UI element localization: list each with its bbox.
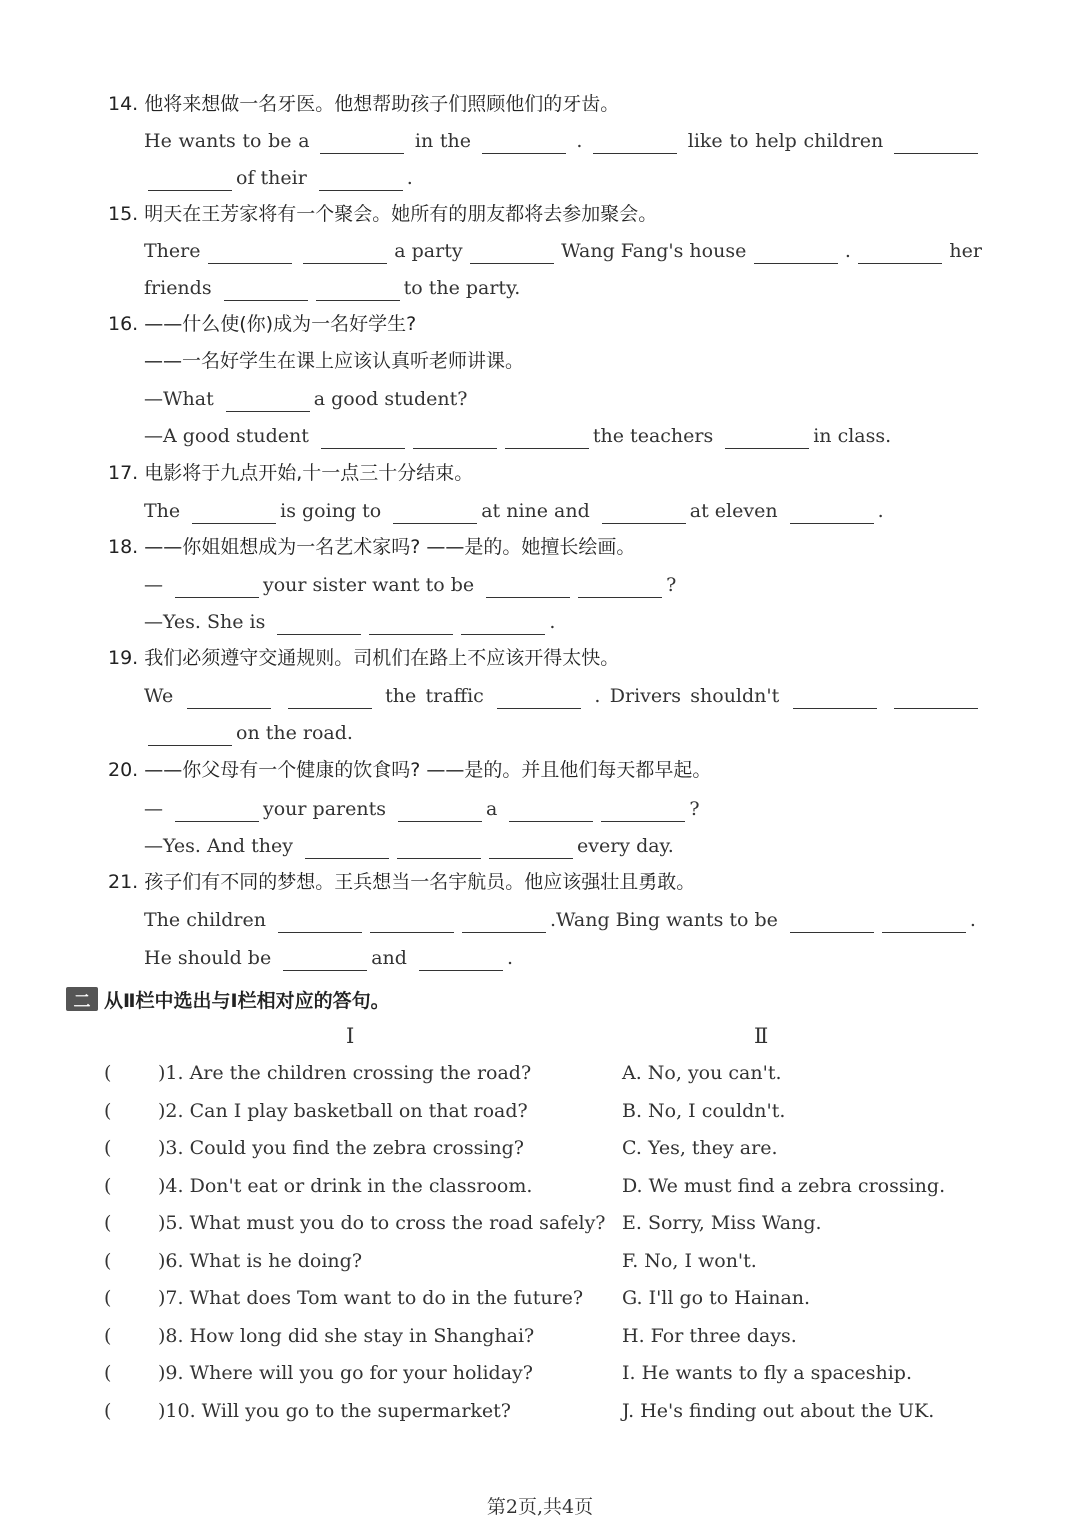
q21-chinese: 21. 孩子们有不同的梦想。王兵想当一名宇航员。他应该强壮且勇敢。	[108, 871, 696, 893]
answer-bracket[interactable]: (	[104, 1324, 112, 1347]
answer-blank[interactable]	[192, 505, 276, 524]
matching-row	[0, 1212, 1080, 1242]
answer-option: G. I'll go to Hainan.	[622, 1287, 811, 1309]
answer-blank[interactable]	[593, 135, 677, 154]
question-text: )9. Where will you go for your holiday?	[158, 1362, 533, 1384]
matching-row	[0, 1400, 1080, 1430]
sentence-text: —Yes. And they	[144, 835, 293, 857]
answer-blank[interactable]	[790, 505, 874, 524]
answer-bracket[interactable]: (	[104, 1362, 112, 1384]
answer-blank[interactable]	[277, 616, 361, 635]
sentence-text: .	[549, 611, 556, 633]
sentence-text: traffic	[425, 685, 484, 707]
answer-blank[interactable]	[303, 245, 387, 264]
question-text: )6. What is he doing?	[158, 1249, 362, 1272]
sentence-text: .	[844, 240, 851, 262]
answer-option: B. No, I couldn't.	[622, 1099, 786, 1122]
section-title: 从Ⅱ栏中选出与Ⅰ栏相对应的答句。	[104, 989, 390, 1012]
q17-line1	[144, 498, 982, 524]
sentence-text: wants	[178, 130, 236, 152]
answer-blank[interactable]	[393, 505, 477, 524]
sentence-text: —A good student	[144, 425, 309, 447]
sentence-text: .	[969, 909, 976, 931]
sentence-text: shouldn't	[690, 685, 780, 707]
matching-row	[0, 1175, 1080, 1205]
sentence-text: like	[687, 130, 723, 152]
sentence-text: —	[144, 574, 163, 596]
sentence-text: —	[144, 798, 163, 820]
matching-row	[0, 1325, 1080, 1355]
answer-blank[interactable]	[187, 690, 271, 709]
sentence-text: to	[729, 130, 749, 152]
answer-blank[interactable]	[482, 135, 566, 154]
answer-blank[interactable]	[413, 430, 497, 449]
sentence-text: a good student?	[313, 388, 468, 410]
answer-blank[interactable]	[224, 282, 308, 301]
sentence-text: He should be	[144, 947, 272, 969]
q15-line1	[144, 238, 982, 264]
q15-line2	[144, 275, 982, 301]
question-text: )5. What must you do to cross the road safely?	[158, 1212, 606, 1234]
sentence-text: .	[406, 167, 413, 189]
q15-chinese: 15. 明天在王芳家将有一个聚会。她所有的朋友都将去参加聚会。	[108, 203, 658, 225]
sentence-text: .	[594, 685, 601, 707]
q14-line1	[144, 128, 982, 154]
answer-blank[interactable]	[316, 282, 400, 301]
answer-blank[interactable]	[793, 690, 877, 709]
answer-blank[interactable]	[419, 952, 503, 971]
q19-line1	[144, 683, 982, 709]
answer-blank[interactable]	[497, 690, 581, 709]
answer-blank[interactable]	[505, 430, 589, 449]
sentence-text: your sister want to be	[263, 574, 475, 596]
answer-blank[interactable]	[369, 616, 453, 635]
sentence-text: There	[144, 240, 201, 262]
answer-bracket[interactable]: (	[104, 1062, 112, 1084]
question-text: )1. Are the children crossing the road?	[158, 1062, 532, 1084]
sentence-text: —Yes. She is	[144, 611, 266, 633]
answer-blank[interactable]	[305, 840, 389, 859]
matching-row	[0, 1362, 1080, 1392]
q20-line1	[144, 796, 982, 822]
question-text: )3. Could you find the zebra crossing?	[158, 1137, 524, 1159]
answer-blank[interactable]	[319, 172, 403, 191]
sentence-text: to the party.	[403, 277, 521, 299]
answer-blank[interactable]	[320, 135, 404, 154]
sentence-text: .	[549, 909, 556, 931]
answer-option: H. For three days.	[622, 1324, 797, 1347]
sentence-text: in	[414, 130, 434, 152]
question-text: )2. Can I play basketball on that road?	[158, 1099, 528, 1122]
sentence-text: her	[949, 240, 982, 262]
answer-blank[interactable]	[175, 579, 259, 598]
q17-chinese: 17. 电影将于九点开始,十一点三十分结束。	[108, 462, 474, 484]
q19-line2	[144, 720, 982, 746]
answer-blank[interactable]	[754, 245, 838, 264]
answer-option: A. No, you can't.	[622, 1062, 782, 1084]
answer-option: E. Sorry, Miss Wang.	[622, 1212, 822, 1234]
answer-option: C. Yes, they are.	[622, 1137, 778, 1159]
answer-blank[interactable]	[578, 579, 662, 598]
answer-blank[interactable]	[509, 803, 593, 822]
answer-blank[interactable]	[486, 579, 570, 598]
sentence-text: Wang Fang's house	[561, 240, 747, 262]
column-1-header: Ⅰ	[346, 1024, 355, 1048]
answer-blank[interactable]	[148, 727, 232, 746]
sentence-text: The	[144, 500, 181, 522]
answer-option: J. He's finding out about the UK.	[622, 1399, 935, 1422]
sentence-text: The children	[144, 909, 266, 931]
question-text: )10. Will you go to the supermarket?	[158, 1399, 511, 1422]
q21-line1	[144, 907, 982, 933]
q16-chinese: 16. ——什么使(你)成为一名好学生?	[108, 313, 417, 335]
sentence-text: and	[371, 947, 407, 969]
q18-line2	[144, 609, 982, 635]
answer-blank[interactable]	[461, 616, 545, 635]
q14-line2	[144, 165, 982, 191]
sentence-text: the teachers	[592, 425, 714, 447]
sentence-text: ?	[689, 798, 700, 820]
answer-blank[interactable]	[462, 914, 546, 933]
answer-blank[interactable]	[601, 803, 685, 822]
sentence-text: at eleven	[689, 500, 778, 522]
answer-blank[interactable]	[790, 914, 874, 933]
answer-blank[interactable]	[288, 690, 372, 709]
q18-line1	[144, 572, 982, 598]
sentence-text: children	[803, 130, 884, 152]
matching-row	[0, 1100, 1080, 1130]
sentence-text: every day.	[576, 835, 674, 857]
answer-blank[interactable]	[725, 430, 809, 449]
answer-blank[interactable]	[894, 135, 978, 154]
answer-option: D. We must find a zebra crossing.	[622, 1174, 946, 1197]
answer-bracket[interactable]: (	[104, 1137, 112, 1159]
question-text: )4. Don't eat or drink in the classroom.	[158, 1174, 533, 1197]
q20-line2	[144, 833, 982, 859]
answer-bracket[interactable]: (	[104, 1212, 112, 1234]
matching-row	[0, 1287, 1080, 1317]
sentence-text: the	[385, 685, 417, 707]
sentence-text: We	[144, 685, 174, 707]
sentence-text: help	[755, 130, 797, 152]
sentence-text: of their	[236, 167, 307, 189]
sentence-text: the	[439, 130, 472, 152]
sentence-text: at nine and	[481, 500, 590, 522]
q14-chinese: 14. 他将来想做一名牙医。他想帮助孩子们照顾他们的牙齿。	[108, 93, 620, 115]
q16-chinese-2: ——一名好学生在课上应该认真听老师讲课。	[144, 350, 525, 372]
matching-row	[0, 1250, 1080, 1280]
answer-blank[interactable]	[858, 245, 942, 264]
answer-blank[interactable]	[148, 172, 232, 191]
answer-blank[interactable]	[175, 803, 259, 822]
sentence-text: be	[268, 130, 292, 152]
sentence-text: .	[506, 947, 513, 969]
q20-chinese: 20. ——你父母有一个健康的饮食吗? ——是的。并且他们每天都早起。	[108, 759, 712, 781]
answer-blank[interactable]	[489, 840, 573, 859]
section-number-badge: 二	[66, 987, 98, 1011]
section-2-heading	[66, 986, 390, 1012]
q19-chinese: 19. 我们必须遵守交通规则。司机们在路上不应该开得太快。	[108, 647, 620, 669]
answer-blank[interactable]	[370, 914, 454, 933]
answer-bracket[interactable]: (	[104, 1174, 112, 1197]
sentence-text: to	[242, 130, 262, 152]
sentence-text: a	[485, 798, 498, 820]
page-footer: 第2页,共4页	[486, 1496, 594, 1518]
sentence-text: in class.	[813, 425, 892, 447]
sentence-text: is going to	[280, 500, 382, 522]
answer-blank[interactable]	[226, 393, 310, 412]
answer-blank[interactable]	[894, 690, 978, 709]
matching-row	[0, 1137, 1080, 1167]
answer-option: F. No, I won't.	[622, 1249, 757, 1272]
answer-bracket[interactable]: (	[104, 1099, 112, 1122]
answer-blank[interactable]	[283, 952, 367, 971]
answer-option: I. He wants to fly a spaceship.	[622, 1362, 913, 1384]
q18-chinese: 18. ——你姐姐想成为一名艺术家吗? ——是的。她擅长绘画。	[108, 536, 636, 558]
answer-bracket[interactable]: (	[104, 1249, 112, 1272]
sentence-text: a	[298, 130, 310, 152]
answer-bracket[interactable]: (	[104, 1287, 112, 1309]
question-text: )8. How long did she stay in Shanghai?	[158, 1324, 535, 1347]
answer-blank[interactable]	[321, 430, 405, 449]
q16-line1	[144, 386, 982, 412]
sentence-text: .	[576, 130, 583, 152]
matching-row	[0, 1062, 1080, 1092]
sentence-text: —What	[144, 388, 214, 410]
sentence-text: Wang Bing wants to be	[556, 909, 778, 931]
answer-bracket[interactable]: (	[104, 1399, 112, 1422]
q16-line2	[144, 423, 982, 449]
answer-blank[interactable]	[398, 803, 482, 822]
column-2-header: Ⅱ	[754, 1024, 769, 1048]
answer-blank[interactable]	[208, 245, 292, 264]
sentence-text: friends	[144, 277, 212, 299]
answer-blank[interactable]	[602, 505, 686, 524]
q21-line2	[144, 945, 982, 971]
sentence-text: your parents	[263, 798, 386, 820]
question-text: )7. What does Tom want to do in the future?	[158, 1287, 584, 1309]
answer-blank[interactable]	[397, 840, 481, 859]
sentence-text: .	[877, 500, 884, 522]
answer-blank[interactable]	[278, 914, 362, 933]
sentence-text: on the road.	[236, 722, 353, 744]
answer-blank[interactable]	[470, 245, 554, 264]
answer-blank[interactable]	[882, 914, 966, 933]
sentence-text: a party	[394, 240, 463, 262]
sentence-text: He	[144, 130, 172, 152]
sentence-text: Drivers	[609, 685, 681, 707]
sentence-text: ?	[666, 574, 677, 596]
